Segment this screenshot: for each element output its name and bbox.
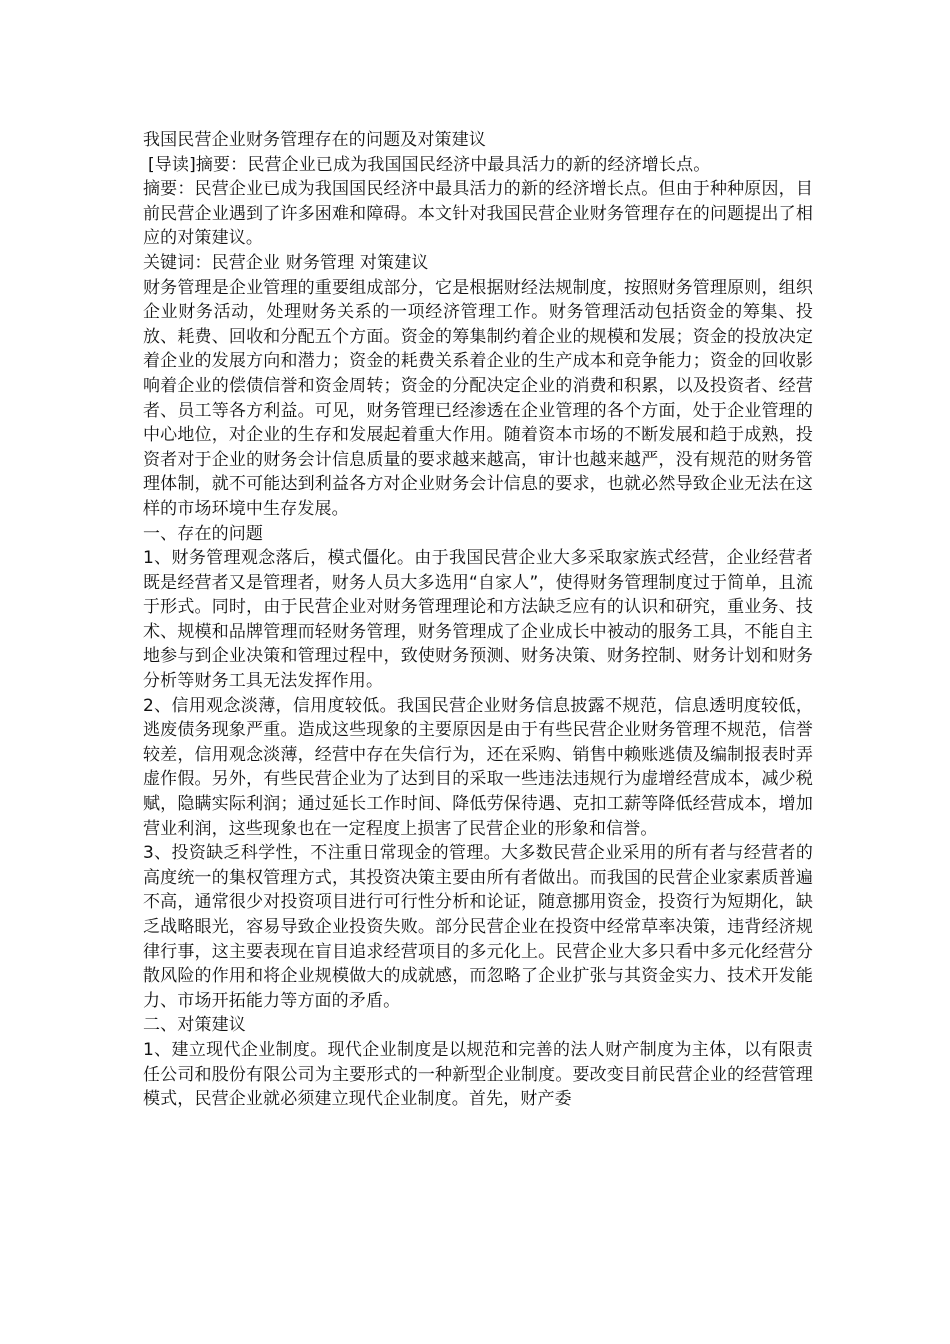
document-title: 我国民营企业财务管理存在的问题及对策建议	[143, 130, 486, 150]
guide-line: [导读]摘要：民营企业已成为我国国民经济中最具活力的新的经济增长点。	[148, 154, 711, 175]
intro-paragraph: 财务管理是企业管理的重要组成部分，它是根据财经法规制度，按照财务管理原则，组织企业财务活动，处理财务关系的一项经济管理工作。财务管理活动包括资金的筹集、投放、耗费、回收和分配五个方面。资金的筹集制约着企业的规模和发展；资金的投放决定着企业的发展方向和潜力；资金的耗费关系着企业的生产成本和竞争能力；资金的回收影响着企业的偿债信誉和资金周转；资金的分配决定企业的消费和积累，以及投资者、经营者、员工等各方利益。可见，财务管理已经渗透在企业管理的各个方面，处于企业管理的中心地位，对企业的生存和发展起着重大作用。随着资本市场的不断发展和趋于成熟，投资者对于企业的财务会计信息质量的要求越来越高，审计也越来越严，没有规范的财务管理体制，就不可能达到利益各方对企业财务会计信息的要求，也就必然导致企业无法在这样的市场环境中生存发展。	[143, 277, 813, 519]
problem-paragraph-1: 1、财务管理观念落后，模式僵化。由于我国民营企业大多采取家族式经营，企业经营者既是经营者又是管理者，财务人员大多选用“自家人”，使得财务管理制度过于简单，且流于形式。同时，由于民营企业对财务管理理论和方法缺乏应有的认识和研究，重业务、技术、规模和品牌管理而轻财务管理，财务管理成了企业成长中被动的服务工具，不能自主地参与到企业决策和管理过程中，致使财务预测、财务决策、财务控制、财务计划和财务分析等财务工具无法发挥作用。	[143, 548, 813, 692]
keywords-line: 关键词：民营企业 财务管理 对策建议	[143, 252, 429, 273]
section-heading-suggestions: 二、对策建议	[143, 1015, 246, 1036]
suggestion-paragraph-1: 1、建立现代企业制度。现代企业制度是以规范和完善的法人财产制度为主体，以有限责任公司和股份有限公司为主要形式的一种新型企业制度。要改变目前民营企业的经营管理模式，民营企业就必须建立现代企业制度。首先，财产委	[143, 1039, 813, 1110]
section-heading-problems: 一、存在的问题	[143, 523, 264, 544]
abstract-paragraph: 摘要：民营企业已成为我国国民经济中最具活力的新的经济增长点。但由于种种原因，目前民营企业遇到了许多困难和障碍。本文针对我国民营企业财务管理存在的问题提出了相应的对策建议。	[143, 179, 813, 249]
document-page	[143, 128, 813, 1112]
problem-paragraph-3: 3、投资缺乏科学性，不注重日常现金的管理。大多数民营企业采用的所有者与经营者的高度统一的集权管理方式，其投资决策主要由所有者做出。而我国的民营企业家素质普遍不高，通常很少对投资项目进行可行性分析和论证，随意挪用资金，投资行为短期化，缺乏战略眼光，容易导致企业投资失败。部分民营企业在投资中经常草率决策，违背经济规律行事，这主要表现在盲目追求经营项目的多元化上。民营企业大多只看中多元化经营分散风险的作用和将企业规模做大的成就感，而忽略了企业扩张与其资金实力、技术开发能力、市场开拓能力等方面的矛盾。	[143, 843, 813, 1011]
problem-paragraph-2: 2、信用观念淡薄，信用度较低。我国民营企业财务信息披露不规范，信息透明度较低，逃废债务现象严重。造成这些现象的主要原因是由于有些民营企业财务管理不规范，信誉较差，信用观念淡薄，经营中存在失信行为，还在采购、销售中赖账逃债及编制报表时弄虚作假。另外，有些民营企业为了达到目的采取一些违法违规行为虚增经营成本，减少税赋，隐瞒实际利润；通过延长工作时间、降低劳保待遇、克扣工薪等降低经营成本，增加营业利润，这些现象也在一定程度上损害了民营企业的形象和信誉。	[143, 695, 813, 839]
